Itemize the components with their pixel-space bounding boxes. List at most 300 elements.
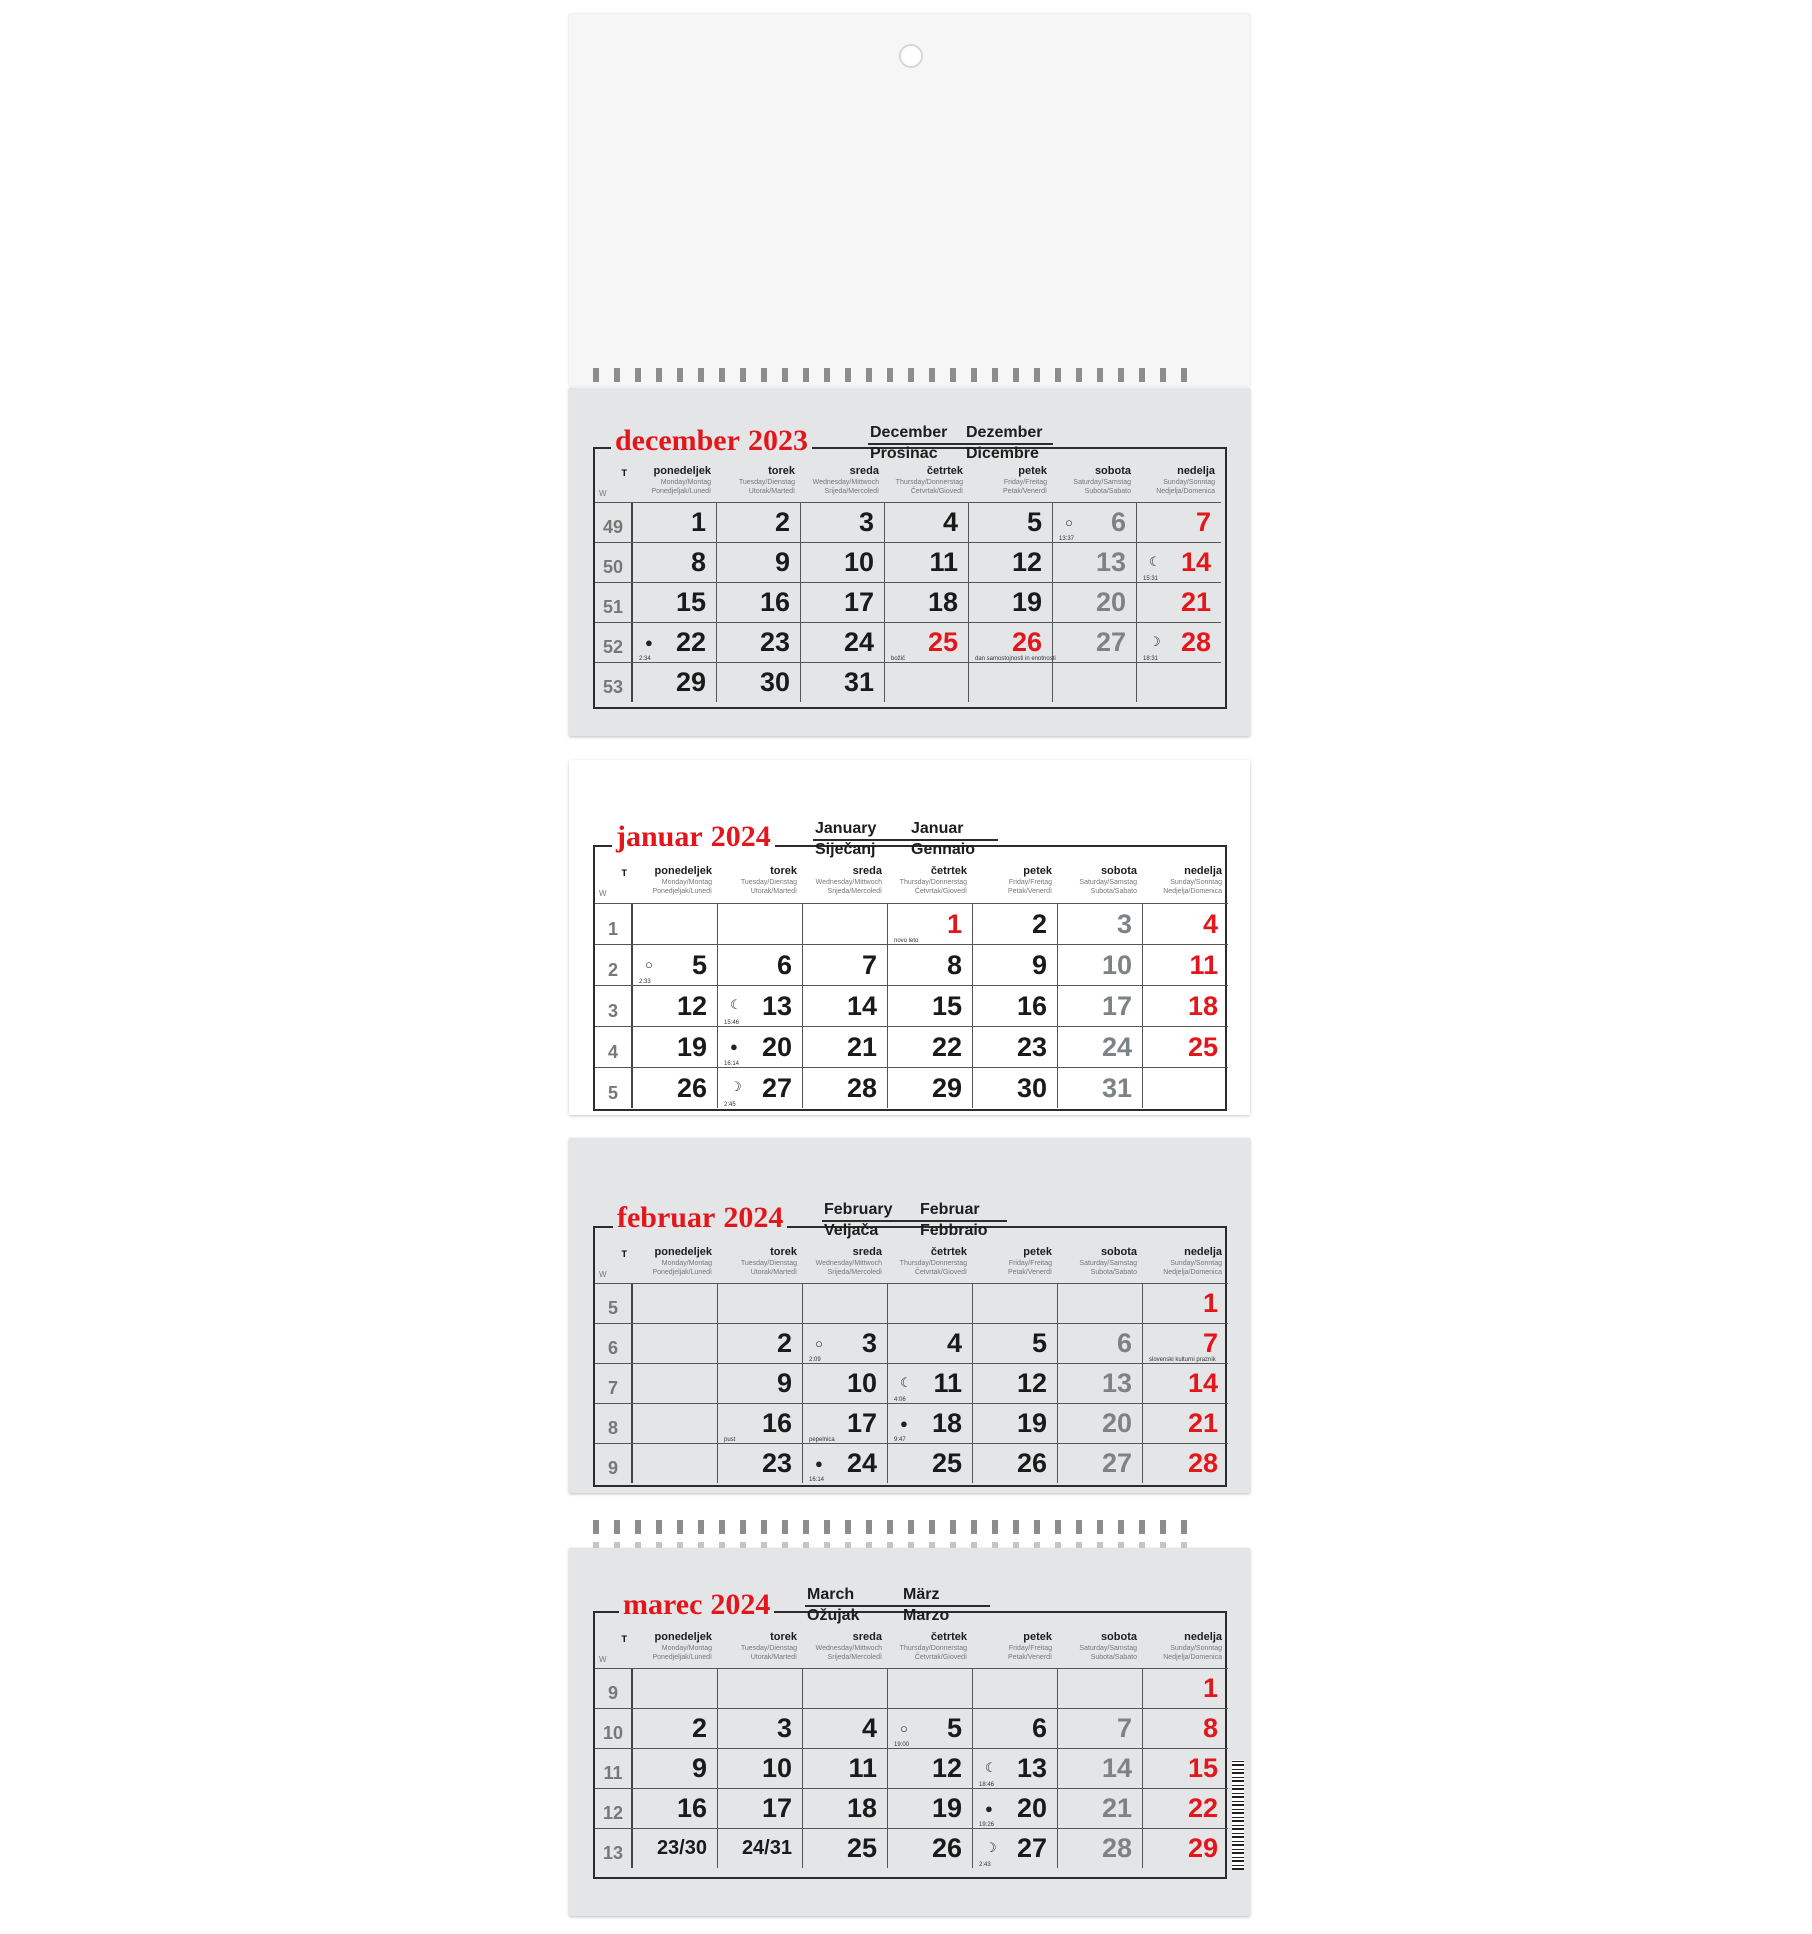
- translation-word: Januar: [911, 820, 964, 837]
- day-number: 9: [776, 1368, 792, 1398]
- translation-row: [870, 422, 1042, 443]
- day-cell[interactable]: [973, 1709, 1058, 1748]
- moon-phase-icon: ☾: [900, 1374, 912, 1390]
- moon-phase-icon: ○: [645, 956, 653, 972]
- weekday-name: torek: [768, 465, 795, 477]
- day-cell[interactable]: [1137, 583, 1221, 622]
- day-cell[interactable]: [803, 1444, 888, 1483]
- day-cell[interactable]: [1058, 904, 1143, 944]
- day-cell[interactable]: [718, 1749, 803, 1788]
- weekday-header-monday: [633, 864, 718, 898]
- day-cell[interactable]: [718, 1324, 803, 1363]
- weekday-translation-1: Saturday/Samstag: [1079, 1260, 1137, 1267]
- weekday-name: sobota: [1100, 1246, 1137, 1258]
- day-number: 22: [931, 1031, 962, 1062]
- day-number: 25: [1187, 1031, 1218, 1062]
- day-number: 21: [1101, 1793, 1132, 1823]
- day-cell[interactable]: [633, 1789, 718, 1828]
- day-number: 15: [675, 587, 706, 617]
- day-cell[interactable]: [803, 1829, 888, 1868]
- day-number: 25: [931, 1448, 962, 1478]
- day-cell[interactable]: [1143, 1364, 1228, 1403]
- day-number: 7: [861, 949, 877, 980]
- day-cell[interactable]: [973, 1324, 1058, 1363]
- day-cell[interactable]: [803, 1324, 888, 1363]
- day-cell[interactable]: [1058, 1404, 1143, 1443]
- translation-row: [815, 818, 975, 839]
- day-cell[interactable]: [1058, 1829, 1143, 1868]
- day-cell[interactable]: [718, 986, 803, 1026]
- weekday-name: nedelja: [1177, 465, 1215, 477]
- day-number: 24: [1101, 1031, 1132, 1062]
- day-number: 13: [1016, 1753, 1047, 1783]
- day-cell[interactable]: [1137, 503, 1221, 542]
- day-cell[interactable]: [888, 986, 973, 1026]
- day-cell[interactable]: [969, 503, 1053, 542]
- day-cell[interactable]: [973, 1669, 1058, 1708]
- day-cell[interactable]: [633, 904, 718, 944]
- day-number: 29: [675, 667, 706, 697]
- day-number: 28: [1101, 1833, 1132, 1863]
- day-cell[interactable]: [969, 623, 1056, 662]
- day-cell[interactable]: [1058, 986, 1143, 1026]
- day-cell[interactable]: [633, 1749, 718, 1788]
- weekday-header-row: [595, 1630, 1228, 1664]
- day-number: 16: [761, 1408, 792, 1438]
- weekday-translation-1: Monday/Montag: [660, 479, 711, 486]
- weekday-translation-1: Tuesday/Dienstag: [740, 879, 797, 886]
- day-cell[interactable]: [1137, 663, 1221, 702]
- day-number: 22: [675, 627, 706, 657]
- week-number: 50: [595, 543, 633, 582]
- translation-word: Siječanj: [815, 841, 876, 858]
- weekday-translation-1: Saturday/Samstag: [1073, 479, 1131, 486]
- day-number: 13: [1101, 1368, 1132, 1398]
- week-number: 49: [595, 503, 633, 542]
- day-number: 2: [1031, 908, 1047, 939]
- day-cell[interactable]: [1053, 623, 1137, 662]
- day-number: 10: [1101, 949, 1132, 980]
- weekday-header-sunday: [1143, 1245, 1228, 1279]
- day-cell[interactable]: [888, 1829, 973, 1868]
- day-number: 21: [1187, 1408, 1218, 1438]
- day-cell[interactable]: [1058, 1789, 1143, 1828]
- day-cell[interactable]: [1143, 1068, 1228, 1108]
- day-note: pepelnica: [809, 1437, 835, 1443]
- day-cell[interactable]: [718, 1027, 803, 1067]
- day-cell[interactable]: [633, 623, 717, 662]
- day-cell[interactable]: [803, 1669, 888, 1708]
- day-cell[interactable]: [633, 1324, 718, 1363]
- day-cell[interactable]: [633, 503, 717, 542]
- day-cell[interactable]: [717, 623, 801, 662]
- day-cell[interactable]: [633, 1444, 718, 1483]
- day-cell[interactable]: [1053, 543, 1137, 582]
- day-number: 9: [691, 1753, 707, 1783]
- day-cell[interactable]: [973, 1749, 1058, 1788]
- day-cell[interactable]: [885, 583, 969, 622]
- day-cell[interactable]: [633, 945, 718, 985]
- day-note: 4:06: [894, 1397, 906, 1403]
- day-number: 26: [1011, 627, 1042, 657]
- day-cell[interactable]: [803, 1068, 888, 1108]
- translation-word: Februar: [920, 1201, 980, 1218]
- day-cell[interactable]: [1143, 945, 1228, 985]
- day-cell[interactable]: [888, 1444, 973, 1483]
- day-number: 27: [761, 1072, 792, 1103]
- day-cell[interactable]: [969, 583, 1053, 622]
- translation-row: [870, 443, 1042, 464]
- week-row: [595, 1363, 1228, 1403]
- day-cell[interactable]: [803, 1364, 888, 1403]
- day-number: 5: [946, 1713, 962, 1743]
- day-cell[interactable]: [633, 1709, 718, 1748]
- day-cell[interactable]: [633, 1068, 718, 1108]
- day-cell[interactable]: [1143, 1444, 1228, 1483]
- day-number: 12: [1016, 1368, 1047, 1398]
- day-number: 25: [846, 1833, 877, 1863]
- day-note: dan samostojnosti in enotnosti: [975, 656, 1056, 662]
- weekday-translation-2: Nedjelja/Domenica: [1156, 488, 1215, 495]
- month-year: 2024: [723, 1201, 784, 1234]
- week-header-top: T: [621, 1634, 627, 1644]
- day-cell[interactable]: [717, 583, 801, 622]
- day-cell[interactable]: [633, 1829, 718, 1868]
- day-cell[interactable]: [888, 1364, 973, 1403]
- moon-phase-icon: ●: [815, 1455, 823, 1471]
- day-cell[interactable]: [1053, 663, 1137, 702]
- day-cell[interactable]: [1053, 503, 1137, 542]
- day-cell[interactable]: [801, 543, 885, 582]
- moon-phase-icon: ☽: [730, 1079, 742, 1095]
- weekday-translation-2: Subota/Sabato: [1090, 888, 1137, 895]
- day-cell[interactable]: [718, 1284, 803, 1323]
- day-cell[interactable]: [1058, 945, 1143, 985]
- day-number: 6: [1110, 507, 1126, 537]
- day-cell[interactable]: [1058, 1324, 1143, 1363]
- day-cell[interactable]: [633, 583, 717, 622]
- weekday-translation-1: Saturday/Samstag: [1079, 1645, 1137, 1652]
- day-cell[interactable]: [973, 945, 1058, 985]
- day-cell[interactable]: [888, 945, 973, 985]
- day-number: 18: [1187, 990, 1218, 1021]
- weekday-name: ponedeljek: [654, 1246, 712, 1258]
- weekday-translation-2: Petak/Venerdì: [1008, 1269, 1052, 1276]
- translation-row: [807, 1605, 949, 1626]
- day-number: 24: [846, 1448, 877, 1478]
- day-cell[interactable]: [973, 1364, 1058, 1403]
- day-number: 3: [1116, 908, 1132, 939]
- day-cell[interactable]: [888, 904, 973, 944]
- day-cell[interactable]: [1143, 1404, 1228, 1443]
- day-number: 15: [1187, 1753, 1218, 1783]
- weekday-header-friday: [973, 1245, 1058, 1279]
- day-cell[interactable]: [718, 945, 803, 985]
- day-note: 2:34: [639, 656, 651, 662]
- day-number: 8: [946, 949, 962, 980]
- weekday-header-wednesday: [803, 1630, 888, 1664]
- day-cell[interactable]: [969, 663, 1053, 702]
- week-number: 53: [595, 663, 633, 702]
- day-cell[interactable]: [1058, 1709, 1143, 1748]
- day-number: 3: [858, 507, 874, 537]
- day-cell[interactable]: [1058, 1284, 1143, 1323]
- week-number: 1: [595, 904, 633, 944]
- day-cell[interactable]: [1058, 1027, 1143, 1067]
- week-row: [595, 1668, 1228, 1708]
- weekday-translation-1: Monday/Montag: [661, 879, 712, 886]
- day-note: pust: [724, 1437, 736, 1443]
- weekday-header-thursday: [888, 864, 973, 898]
- day-note: 13:37: [1059, 536, 1075, 542]
- day-number: 25: [927, 627, 958, 657]
- day-cell[interactable]: [1058, 1444, 1143, 1483]
- weekday-translation-1: Tuesday/Dienstag: [738, 479, 795, 486]
- day-cell[interactable]: [803, 945, 888, 985]
- day-cell[interactable]: [717, 543, 801, 582]
- day-cell[interactable]: [973, 1027, 1058, 1067]
- day-cell[interactable]: [973, 1284, 1058, 1323]
- day-number: 8: [1202, 1713, 1218, 1743]
- day-number: 1: [1202, 1673, 1218, 1703]
- day-number: 20: [1095, 587, 1126, 617]
- day-number: 6: [776, 949, 792, 980]
- week-rows: [595, 1283, 1228, 1483]
- weekday-header-saturday: [1058, 1630, 1143, 1664]
- weekday-translation-1: Sunday/Sonntag: [1170, 1260, 1222, 1267]
- day-cell[interactable]: [973, 904, 1058, 944]
- day-number: 2: [774, 507, 790, 537]
- day-cell[interactable]: [718, 1404, 803, 1443]
- day-cell[interactable]: [801, 623, 885, 662]
- week-number-header: [595, 1630, 633, 1664]
- day-number: 4: [946, 1328, 962, 1358]
- weekday-name: petek: [1023, 865, 1052, 877]
- day-cell[interactable]: [1143, 986, 1228, 1026]
- weekday-header-saturday: [1058, 1245, 1143, 1279]
- week-rows: [595, 1668, 1228, 1868]
- month-name: marec: [623, 1588, 703, 1621]
- day-note: 16:14: [809, 1477, 825, 1483]
- day-note: 18:46: [979, 1782, 995, 1788]
- day-number: 14: [1101, 1753, 1132, 1783]
- day-cell[interactable]: [1143, 1669, 1228, 1708]
- day-cell[interactable]: [973, 1789, 1058, 1828]
- day-cell[interactable]: [717, 503, 801, 542]
- day-cell[interactable]: [803, 1709, 888, 1748]
- day-number: 19: [1011, 587, 1042, 617]
- day-cell[interactable]: [633, 986, 718, 1026]
- day-cell[interactable]: [885, 623, 969, 662]
- day-cell[interactable]: [801, 503, 885, 542]
- day-cell[interactable]: [973, 1829, 1058, 1868]
- day-number: 19: [676, 1031, 707, 1062]
- day-cell[interactable]: [718, 1829, 803, 1868]
- weekday-translation-1: Thursday/Donnerstag: [899, 1260, 967, 1267]
- day-cell[interactable]: [973, 1404, 1058, 1443]
- day-cell[interactable]: [1143, 1829, 1228, 1868]
- day-cell[interactable]: [1143, 1789, 1228, 1828]
- day-cell[interactable]: [1058, 1749, 1143, 1788]
- weekday-header-tuesday: [718, 1245, 803, 1279]
- week-header-bottom: W: [599, 889, 607, 898]
- day-cell[interactable]: [718, 1789, 803, 1828]
- day-cell[interactable]: [1143, 1749, 1228, 1788]
- day-note: 2:33: [639, 979, 651, 985]
- day-cell[interactable]: [633, 663, 717, 702]
- day-cell[interactable]: [885, 543, 969, 582]
- day-cell[interactable]: [973, 986, 1058, 1026]
- day-number: 23: [761, 1448, 792, 1478]
- moon-phase-icon: ☾: [1149, 553, 1161, 569]
- day-cell[interactable]: [633, 1284, 718, 1323]
- weekday-translation-1: Thursday/Donnerstag: [895, 479, 963, 486]
- day-cell[interactable]: [1143, 1324, 1228, 1363]
- day-cell[interactable]: [633, 1364, 718, 1403]
- day-number: 11: [933, 1368, 962, 1398]
- week-header-bottom: W: [599, 1655, 607, 1664]
- day-cell[interactable]: [888, 1284, 973, 1323]
- day-cell[interactable]: [801, 663, 885, 702]
- day-cell[interactable]: [633, 1404, 718, 1443]
- day-cell[interactable]: [969, 543, 1053, 582]
- day-cell[interactable]: [885, 503, 969, 542]
- day-note: 2:45: [724, 1102, 736, 1108]
- weekday-translation-2: Srijeda/Mercoledì: [827, 888, 882, 895]
- week-row: [595, 1828, 1228, 1868]
- week-number: 52: [595, 623, 633, 662]
- day-note: slovenski kulturni praznik: [1149, 1357, 1216, 1363]
- day-number: 26: [931, 1833, 962, 1863]
- week-header-top: T: [621, 468, 627, 478]
- day-number: 28: [846, 1072, 877, 1103]
- weekday-translation-1: Tuesday/Dienstag: [740, 1645, 797, 1652]
- day-cell[interactable]: [973, 1068, 1058, 1108]
- day-cell[interactable]: [633, 1669, 718, 1708]
- day-cell[interactable]: [1143, 1709, 1228, 1748]
- day-cell[interactable]: [888, 1669, 973, 1708]
- month-name: december: [615, 424, 740, 457]
- day-number: 17: [846, 1408, 877, 1438]
- day-cell[interactable]: [1058, 1669, 1143, 1708]
- day-number: 26: [676, 1072, 707, 1103]
- day-cell[interactable]: [718, 1709, 803, 1748]
- week-rows: [595, 903, 1228, 1108]
- day-number: 26: [1016, 1448, 1047, 1478]
- weekday-translation-2: Utorak/Martedì: [750, 1269, 797, 1276]
- day-cell[interactable]: [888, 1789, 973, 1828]
- weekday-translation-1: Thursday/Donnerstag: [899, 1645, 967, 1652]
- day-cell[interactable]: [888, 1324, 973, 1363]
- day-cell[interactable]: [1053, 583, 1137, 622]
- day-number: 14: [846, 990, 877, 1021]
- day-number: 2: [691, 1713, 707, 1743]
- day-cell[interactable]: [718, 1364, 803, 1403]
- weekday-name: sreda: [849, 465, 879, 477]
- week-number: 12: [595, 1789, 633, 1828]
- day-cell[interactable]: [1137, 543, 1221, 582]
- day-cell[interactable]: [888, 1749, 973, 1788]
- translation-underline: [822, 1220, 1007, 1222]
- week-number: 7: [595, 1364, 633, 1403]
- day-number: 8: [690, 547, 706, 577]
- day-number: 15: [931, 990, 962, 1021]
- day-cell[interactable]: [717, 663, 801, 702]
- day-cell[interactable]: [718, 904, 803, 944]
- week-row: [595, 1788, 1228, 1828]
- weekday-translation-2: Četvrtak/Giovedì: [914, 1269, 967, 1276]
- day-cell[interactable]: [1143, 904, 1228, 944]
- day-cell[interactable]: [718, 1669, 803, 1708]
- day-note: 19:26: [979, 1822, 995, 1828]
- day-cell[interactable]: [1058, 1068, 1143, 1108]
- day-note: novo leto: [894, 938, 919, 944]
- day-cell[interactable]: [1058, 1364, 1143, 1403]
- translation-underline: [868, 443, 1053, 445]
- day-cell[interactable]: [803, 1027, 888, 1067]
- weekday-name: petek: [1023, 1246, 1052, 1258]
- day-cell[interactable]: [888, 1068, 973, 1108]
- day-number: 14: [1180, 547, 1211, 577]
- day-cell[interactable]: [633, 1027, 718, 1067]
- day-cell[interactable]: [803, 1284, 888, 1323]
- week-number: 3: [595, 986, 633, 1026]
- day-cell[interactable]: [633, 543, 717, 582]
- week-number: 8: [595, 1404, 633, 1443]
- day-cell[interactable]: [1137, 623, 1221, 662]
- day-cell[interactable]: [888, 1027, 973, 1067]
- day-cell[interactable]: [1143, 1284, 1228, 1323]
- day-cell[interactable]: [888, 1709, 973, 1748]
- day-number: 6: [1116, 1328, 1132, 1358]
- day-cell[interactable]: [973, 1444, 1058, 1483]
- day-cell[interactable]: [888, 1404, 973, 1443]
- week-row: [595, 1748, 1228, 1788]
- day-note: 2:43: [979, 1862, 991, 1868]
- weekday-header-friday: [969, 464, 1053, 498]
- day-number: 9: [1031, 949, 1047, 980]
- week-row: [595, 1026, 1228, 1067]
- translation-row: [824, 1199, 988, 1220]
- day-note: 18:31: [1143, 656, 1159, 662]
- day-cell[interactable]: [803, 904, 888, 944]
- day-number: 11: [929, 547, 958, 577]
- day-note: 15:46: [724, 1020, 740, 1026]
- weekday-translation-1: Thursday/Donnerstag: [899, 879, 967, 886]
- weekday-header-tuesday: [718, 864, 803, 898]
- day-cell[interactable]: [803, 1789, 888, 1828]
- moon-phase-icon: ●: [985, 1800, 993, 1816]
- day-cell[interactable]: [885, 663, 969, 702]
- day-cell[interactable]: [718, 1444, 803, 1483]
- day-number: 24: [843, 627, 874, 657]
- weekday-translation-2: Petak/Venerdì: [1003, 488, 1047, 495]
- day-number: 6: [1031, 1713, 1047, 1743]
- day-number: 28: [1187, 1448, 1218, 1478]
- day-cell[interactable]: [803, 1404, 888, 1443]
- weekday-translation-1: Wednesday/Mittwoch: [815, 1645, 882, 1652]
- week-row: [595, 622, 1221, 662]
- day-cell[interactable]: [803, 986, 888, 1026]
- day-cell[interactable]: [803, 1749, 888, 1788]
- week-number: 5: [595, 1068, 633, 1108]
- day-cell[interactable]: [801, 583, 885, 622]
- day-number: 9: [774, 547, 790, 577]
- weekday-header-row: [595, 1245, 1228, 1279]
- day-cell[interactable]: [718, 1068, 803, 1108]
- day-cell[interactable]: [1143, 1027, 1228, 1067]
- weekday-translation-2: Nedjelja/Domenica: [1163, 1654, 1222, 1661]
